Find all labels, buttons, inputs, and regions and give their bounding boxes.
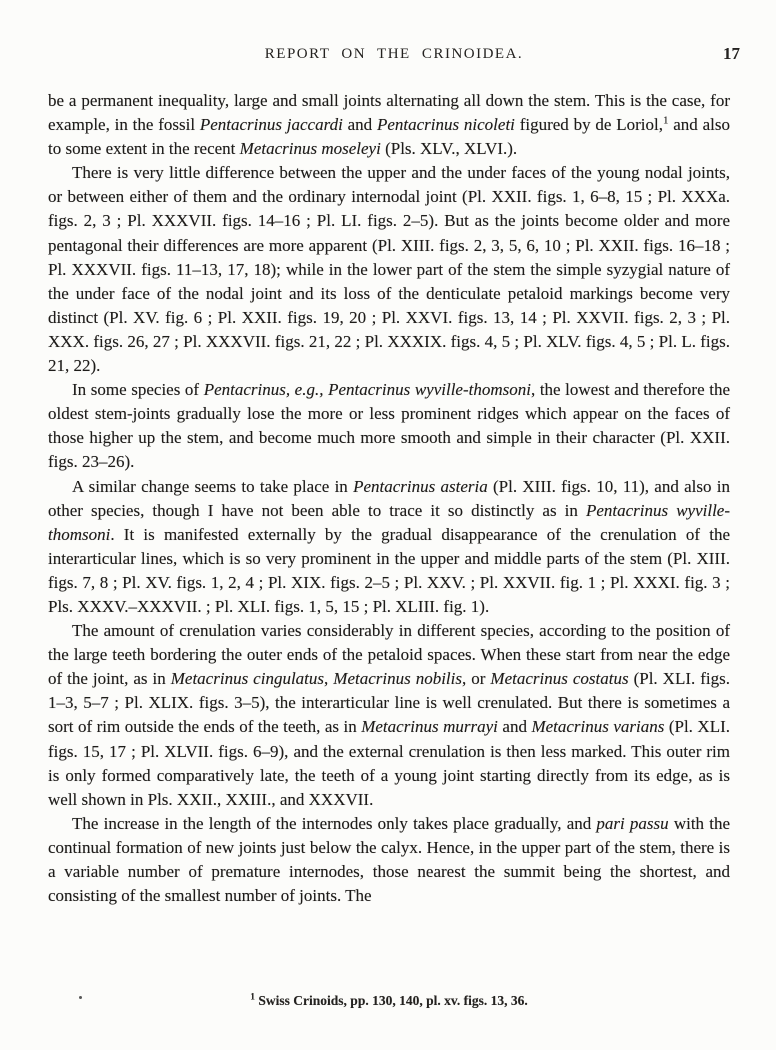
paragraph <box>48 378 730 474</box>
paragraph-text: There is very little difference between the upper and the under faces of the young nodal joints, or between either of them and the ordinary internodal joint (Pl. XXII. figs. 1, 6–8, 15 ; Pl. XXXa. figs. 2, 3 ; Pl. XXXVII. figs. 14–16 ; Pl. LI. figs. 2–5). But as the joints become older and more pentagonal their differences are more apparent (Pl. XIII. figs. 2, 3, 5, 6, 10 ; Pl. XXII. figs. 16–18 ; Pl. XXXVII. figs. 11–13, 17, 18); while in the lower part of the stem the simple syzygial nature of the under face of the nodal joint and its loss of the denticulate petaloid markings become very distinct (Pl. XV. fig. 6 ; Pl. XXII. figs. 19, 20 ; Pl. XXVI. figs. 13, 14 ; Pl. XXVII. figs. 2, 3 ; Pl. XXX. figs. 26, 27 ; Pl. XXXVII. figs. 21, 22 ; Pl. XXXIX. figs. 4, 5 ; Pl. XLV. figs. 4, 5 ; Pl. L. figs. 21, 22). <box>48 163 730 376</box>
italic-species-name: Pentacrinus wyville-thomsoni <box>48 500 731 544</box>
paragraph <box>48 619 730 812</box>
italic-species-name: Metacrinus murrayi <box>361 717 498 737</box>
paragraph-text: (Pl. XLI. figs. 15, 17 ; Pl. XLVII. figs. 6–9), and the external crenulation is then less marked. This outer rim is only formed comparatively late, the teeth of a young joint starting directly from its edge, as is well shown in Pls. XXII., XXIII., and XXXVII. <box>48 717 730 809</box>
scan-speck-artifact <box>79 996 82 999</box>
paragraph-text: (Pls. XLV., XLVI.). <box>380 139 518 159</box>
italic-species-name: Pentacrinus nicoleti <box>376 115 515 135</box>
paragraph-text: and <box>342 115 377 135</box>
paragraph <box>48 161 730 378</box>
paragraph-text: (Pl. XLI. figs. 1–3, 5–7 ; Pl. XLIX. figs. 3–5), the interarticular line is well crenulated. But there is sometimes a sort of rim outside the ends of the teeth, as in <box>48 669 730 737</box>
running-head-title: REPORT ON THE CRINOIDEA. <box>264 46 524 62</box>
paragraph-text: In some species of <box>72 380 204 400</box>
paragraph <box>48 89 730 161</box>
italic-species-name: pari passu <box>596 813 669 833</box>
footnote-reference: 1 <box>662 114 669 127</box>
footnote <box>48 993 730 1009</box>
italic-species-name: Metacrinus cingulatus <box>170 669 325 689</box>
paragraph-text: A similar change seems to take place in <box>72 476 354 496</box>
page-number: 17 <box>723 44 740 63</box>
paragraph-text: , <box>324 669 334 689</box>
italic-species-name: Metacrinus costatus <box>490 669 629 689</box>
footnote-text: Swiss Crinoids, pp. 130, 140, pl. xv. figs. 13, 36. <box>255 992 528 1008</box>
italic-species-name: Pentacrinus jaccardi <box>199 115 343 135</box>
paragraph-text: (Pl. XIII. figs. 10, 11), and also in other species, though I have not been able to trace it so distinctly as in <box>48 476 730 520</box>
paragraph-text: . It is manifested externally by the gradual disappearance of the crenulation of the interarticular lines, which is so very prominent in the upper and middle parts of the stem (Pl. XIII. figs. 7, 8 ; Pl. XV. figs. 1, 2, 4 ; Pl. XIX. figs. 2–5 ; Pl. XXV. ; Pl. XXVII. fig. 1 ; Pl. XXXI. fig. 3 ; Pls. XXXV.–XXXVII. ; Pl. XLI. figs. 1, 5, 15 ; Pl. XLIII. fig. 1). <box>48 524 730 616</box>
paragraph-text: and also to some extent in the recent <box>48 115 730 159</box>
footnote-marker: 1 <box>250 992 256 1002</box>
paragraph-text: with the continual formation of new joints just below the calyx. Hence, in the upper part of the stem, there is a variable number of premature internodes, those nearest the summit being the shortest, and consisting of the smallest number of joints. The <box>48 813 730 906</box>
paragraph-text: , the lowest and therefore the oldest stem-joints gradually lose the more or less prominent ridges which appear on the faces of those higher up the stem, and become much more smooth and simple in their character (Pl. XXII. figs. 23–26). <box>48 380 730 472</box>
italic-species-name: Metacrinus moseleyi <box>239 139 381 159</box>
paragraph-text: The amount of crenulation varies considerably in different species, according to the position of the large teeth bordering the outer ends of the petaloid spaces. When these start from near the edge of the joint, as in <box>48 621 730 689</box>
page-header <box>48 46 740 68</box>
paragraph-text: figured by de Loriol, <box>514 115 663 135</box>
paragraph <box>48 475 730 620</box>
body-text <box>48 89 730 908</box>
italic-species-name: Metacrinus nobilis <box>333 669 462 689</box>
paragraph-text: and <box>497 717 532 737</box>
paragraph-text: The increase in the length of the internodes only takes place gradually, and <box>72 813 597 833</box>
paragraph <box>48 812 730 908</box>
paragraph-text: be a permanent inequality, large and small joints alternating all down the stem. This is the case, for example, in the fossil <box>48 91 730 135</box>
italic-species-name: Pentacrinus asteria <box>353 476 488 496</box>
paragraph-text: , or <box>462 669 491 689</box>
italic-species-name: Pentacrinus, e.g., Pentacrinus wyville-thomsoni <box>203 380 531 400</box>
italic-species-name: Metacrinus varians <box>531 717 665 737</box>
